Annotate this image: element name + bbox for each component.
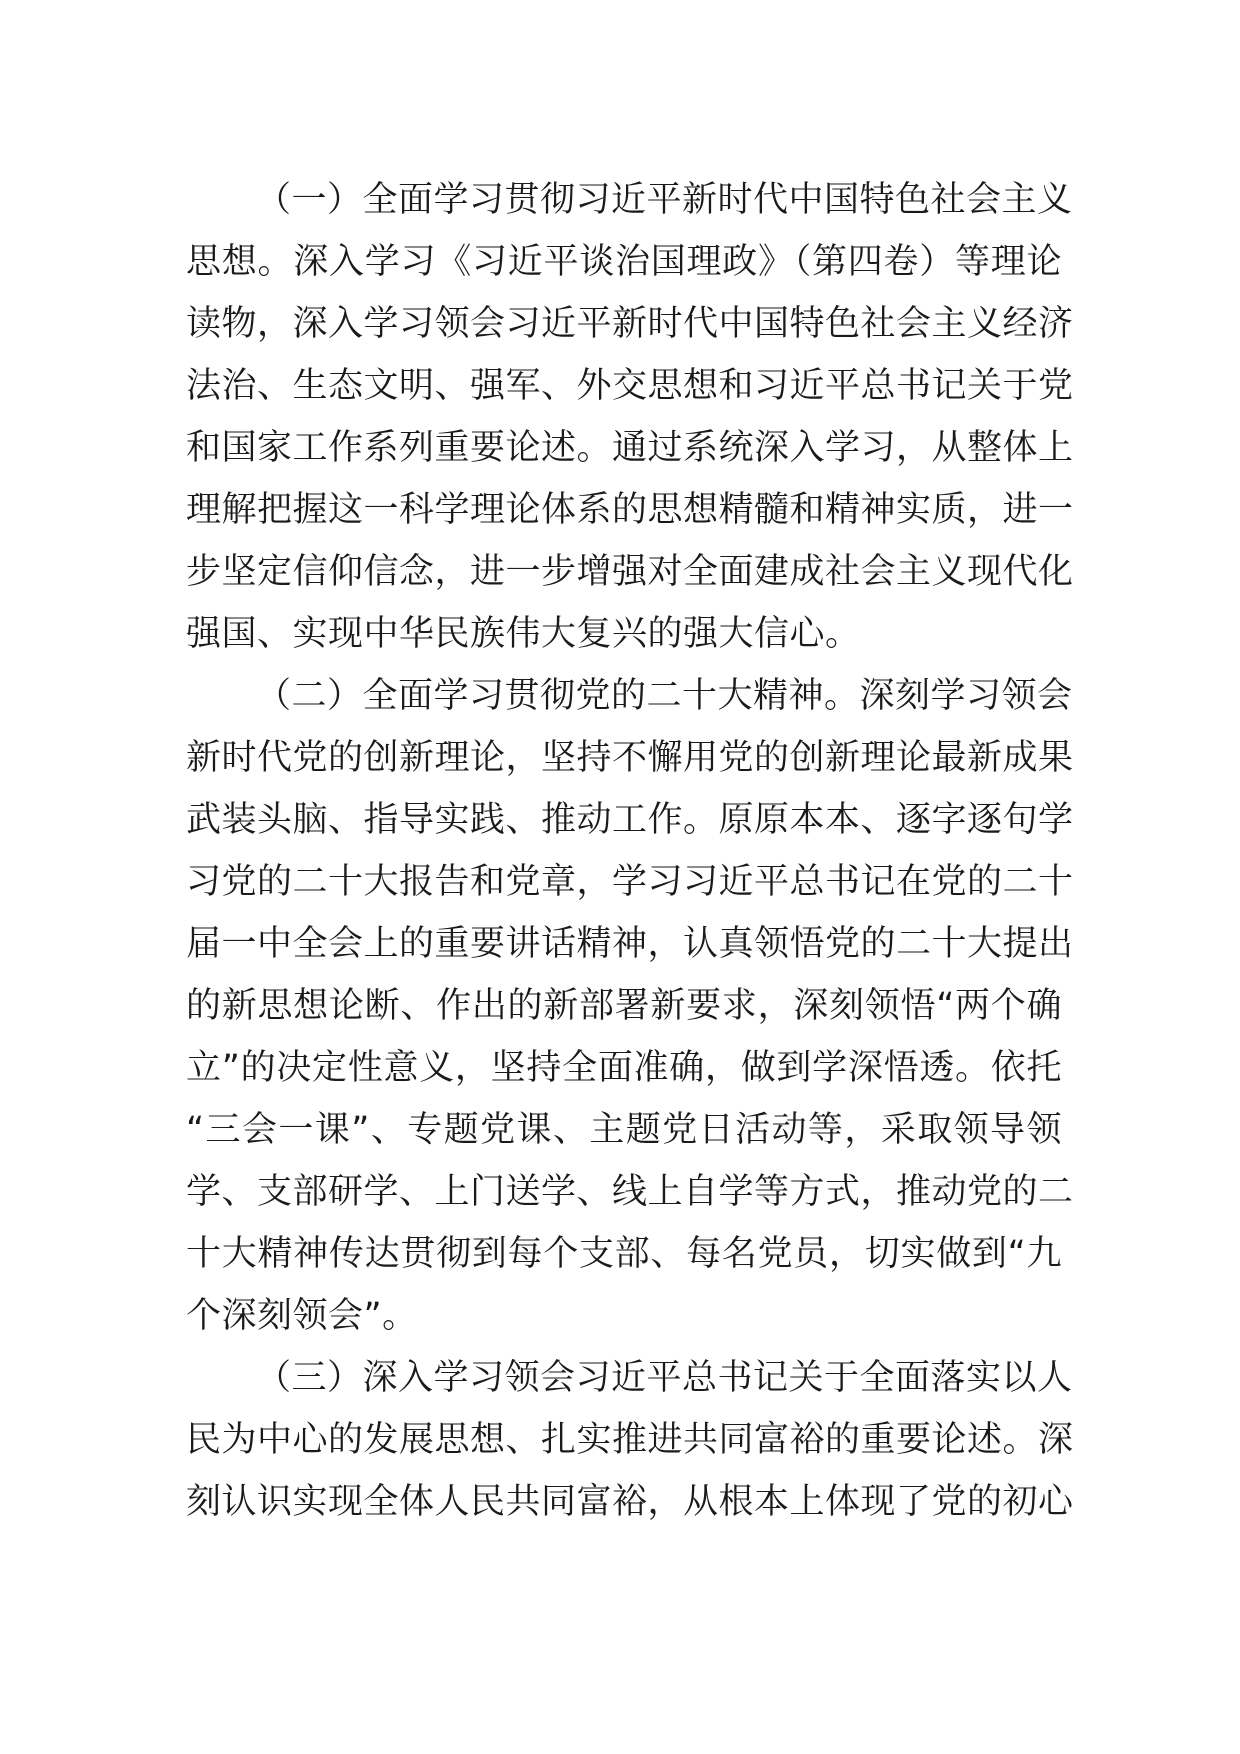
paragraph-2-line-6: 的新思想论断、作出的新部署新要求，深刻领悟“两个确 xyxy=(186,986,1062,1026)
paragraph-1-line-6: 理解把握这一科学理论体系的思想精髓和精神实质，进一 xyxy=(186,490,1074,530)
paragraph-2-line-9: 学、支部研学、上门送学、线上自学等方式，推动党的二 xyxy=(186,1172,1074,1212)
paragraph-2-line-7: 立”的决定性意义，坚持全面准确，做到学深悟透。依托 xyxy=(186,1048,1062,1088)
paragraph-1-line-1: （一）全面学习贯彻习近平新时代中国特色社会主义 xyxy=(256,180,1073,220)
paragraph-1-line-5: 和国家工作系列重要论述。通过系统深入学习，从整体上 xyxy=(186,428,1074,468)
paragraph-1-line-2: 思想。深入学习《习近平谈治国理政》（第四卷）等理论 xyxy=(186,242,1062,282)
paragraph-2-line-2: 新时代党的创新理论，坚持不懈用党的创新理论最新成果 xyxy=(186,738,1074,778)
paragraph-3-line-1: （三）深入学习领会习近平总书记关于全面落实以人 xyxy=(256,1358,1073,1398)
paragraph-1-line-7: 步坚定信仰信念，进一步增强对全面建成社会主义现代化 xyxy=(186,552,1074,592)
paragraph-3-line-3: 刻认识实现全体人民共同富裕，从根本上体现了党的初心 xyxy=(186,1482,1074,1522)
paragraph-1-line-4: 法治、生态文明、强军、外交思想和习近平总书记关于党 xyxy=(186,366,1074,406)
paragraph-3-line-2: 民为中心的发展思想、扎实推进共同富裕的重要论述。深 xyxy=(186,1420,1074,1460)
paragraph-2-line-3: 武装头脑、指导实践、推动工作。原原本本、逐字逐句学 xyxy=(186,800,1074,840)
paragraph-2-line-1: （二）全面学习贯彻党的二十大精神。深刻学习领会 xyxy=(256,676,1073,716)
paragraph-2-line-11: 个深刻领会”。 xyxy=(186,1296,418,1336)
paragraph-2-line-5: 届一中全会上的重要讲话精神，认真领悟党的二十大提出 xyxy=(186,924,1074,964)
paragraph-2-line-10: 十大精神传达贯彻到每个支部、每名党员，切实做到“九 xyxy=(186,1234,1062,1274)
paragraph-1-line-3: 读物，深入学习领会习近平新时代中国特色社会主义经济 xyxy=(186,304,1074,344)
paragraph-1-line-8: 强国、实现中华民族伟大复兴的强大信心。 xyxy=(186,614,861,654)
paragraph-2-line-4: 习党的二十大报告和党章，学习习近平总书记在党的二十 xyxy=(186,862,1074,902)
paragraph-2-line-8: “三会一课”、专题党课、主题党日活动等，采取领导领 xyxy=(186,1110,1062,1150)
